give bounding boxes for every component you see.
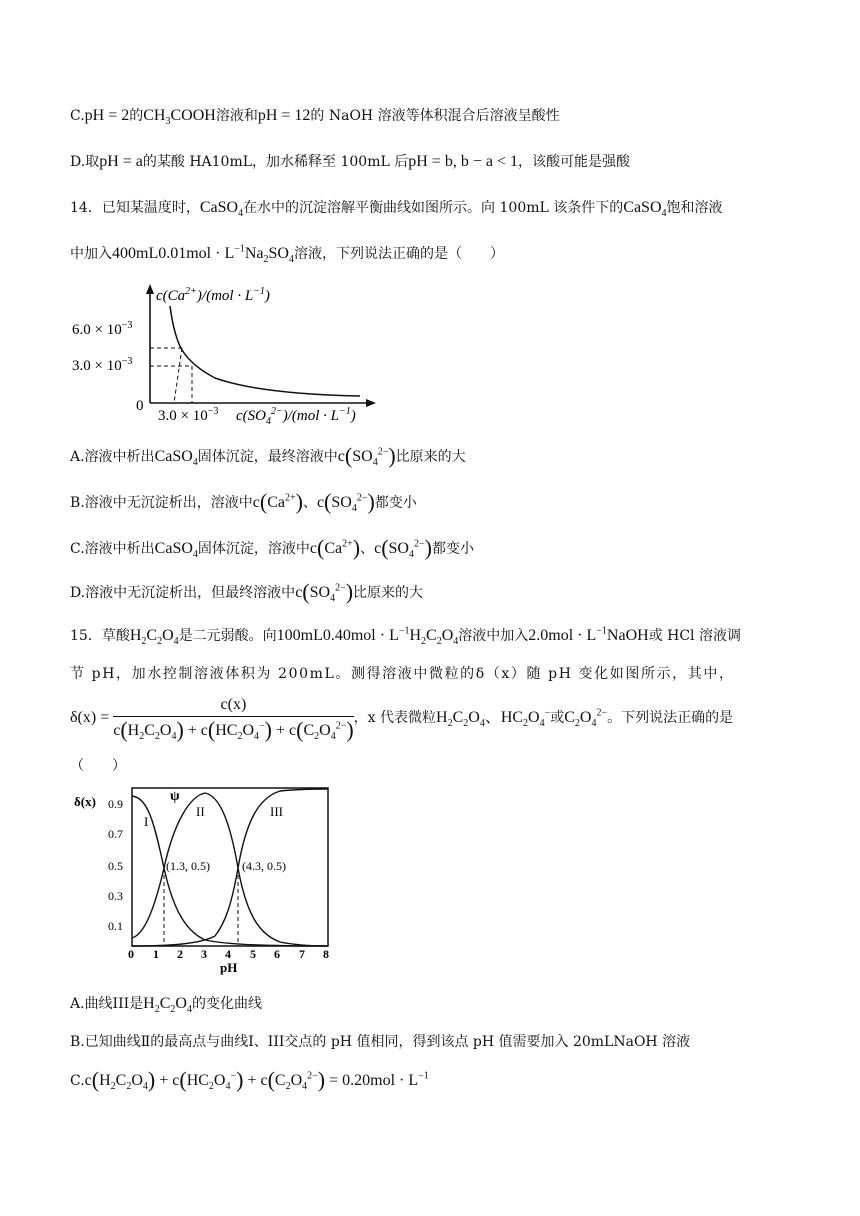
q14-option-d: D.溶液中无沉淀析出，但最终溶液中$c(SO_4^{2-})$比原来的大 <box>70 579 424 605</box>
caso4-solubility-chart <box>70 278 390 424</box>
svg-text:0.3: 0.3 <box>108 889 123 903</box>
svg-text:7: 7 <box>299 947 305 961</box>
curve-III <box>132 789 328 946</box>
curve-label-II: II <box>196 804 205 819</box>
q14-option-a: A.溶液中析出CaSO$_4$固体沉淀，最终溶液中$c(SO_4^{2-})$比原来的大 <box>70 443 466 469</box>
chart1-ylabel: $c(Ca^{2+})/(mol \cdot L^{-1})$ <box>156 286 270 304</box>
curve-label-III: III <box>270 804 283 819</box>
svg-text:0.5: 0.5 <box>108 859 123 873</box>
oxalate-distribution-chart <box>70 782 350 982</box>
chart2-yticks <box>108 797 123 933</box>
q15-stem-line3: δ(x) = $\frac{c(x)}{c(H_2C_2O_4) + c(HC_2O_4^-) + c(C_2O_4^{2-})}$ ，x 代表微粒$H_2C_2O_4$、$HC_2O_4^-$或$C_2O_4^{2-}$。下列说法正确的是 <box>70 696 734 743</box>
chart1-curve <box>170 306 360 396</box>
q15-option-a: A.曲线III是$H_2C_2O_4$的变化曲线 <box>70 995 262 1016</box>
q15-option-c: $C.c(H_2C_2O_4) + c(HC_2O_4^-) + c(C_2O_4^{2-}) = 0.20mol \cdot L^{-1}$ <box>70 1067 429 1093</box>
q15-stem-line1: 15．草酸$H_2C_2O_4$是二元弱酸。向$100mL0.40mol \cdot L^{-1}H_2C_2O_4$溶液中加入$2.0mol \cdot L^{-1}NaOH$或 HCl 溶液调 <box>70 625 741 648</box>
chart2-xlabel: pH <box>220 960 238 975</box>
svg-text:5: 5 <box>250 947 256 961</box>
svg-text:0.9: 0.9 <box>108 797 123 811</box>
q15-option-b: B.已知曲线Ⅱ的最高点与曲线Ⅰ、III交点的 pH 值相同，得到该点 pH 值需要加入 20mLNaOH 溶液 <box>70 1034 691 1050</box>
chart2-mark: ψ <box>170 789 180 804</box>
svg-text:8: 8 <box>323 947 329 961</box>
q14-stem-line1: 14．已知某温度时，CaSO$_4$在水中的沉淀溶解平衡曲线如图所示。向 100mL 该条件下的CaSO$_4$饱和溶液 <box>70 199 723 220</box>
curve-label-I: I <box>144 814 149 829</box>
q14-stem-line2: 中加入$400mL0.01mol \cdot L^{-1}Na_2SO_4$溶液，下列说法正确的是（ ） <box>70 243 504 266</box>
curve-II <box>132 793 328 946</box>
q14-option-c: C.溶液中析出CaSO$_4$固体沉淀，溶液中$c(Ca^{2+})$、$c(SO_4^{2-})$都变小 <box>70 535 474 561</box>
svg-text:2: 2 <box>177 947 183 961</box>
chart1-ytick-3: $3.0 \times 10^{-3}$ <box>72 356 133 374</box>
q15-stem-line2: 节 pH，加水控制溶液体积为 200mL。测得溶液中微粒的δ（x）随 pH 变化如图所示，其中， <box>70 666 735 682</box>
curve-I <box>132 796 328 946</box>
chart1-ytick-6: $6.0 \times 10^{-3}$ <box>72 320 133 338</box>
q15-answer-paren: （ ） <box>70 758 126 774</box>
chart1-xtick-3: $3.0 \times 10^{-3}$ <box>158 406 219 424</box>
chart2-frame <box>132 788 328 946</box>
svg-text:4: 4 <box>225 947 231 961</box>
chart2-xticks <box>128 947 329 961</box>
svg-text:1: 1 <box>153 947 159 961</box>
svg-text:3: 3 <box>201 947 207 961</box>
svg-text:0.1: 0.1 <box>108 919 123 933</box>
q13-option-c: C.pH = 2的$CH_3COOH$溶液和pH = 12的 NaOH 溶液等体积混合后溶液呈酸性 <box>70 107 560 128</box>
delta-fraction: $\frac{c(x)}{c(H_2C_2O_4) + c(HC_2O_4^-) + c(C_2O_4^{2-})}$ <box>113 696 354 743</box>
chart1-xlabel: $c(SO_4^{2-})/(mol \cdot L^{-1})$ <box>236 406 356 424</box>
chart2-ylabel: δ(x) <box>74 794 96 809</box>
chart1-origin: 0 <box>136 398 144 414</box>
q13-option-d: D.取pH = a的某酸 HA10mL，加水稀释至 100mL 后pH = b, b − a < 1，该酸可能是强酸 <box>70 153 630 170</box>
svg-text:0.7: 0.7 <box>108 827 123 841</box>
svg-text:0: 0 <box>128 947 134 961</box>
annotation-pka2: (4.3, 0.5) <box>242 859 286 873</box>
q14-option-b: B.溶液中无沉淀析出，溶液中$c(Ca^{2+})$、$c(SO_4^{2-})$都变小 <box>70 489 417 515</box>
annotation-pka1: (1.3, 0.5) <box>166 859 210 873</box>
svg-text:6: 6 <box>274 947 280 961</box>
